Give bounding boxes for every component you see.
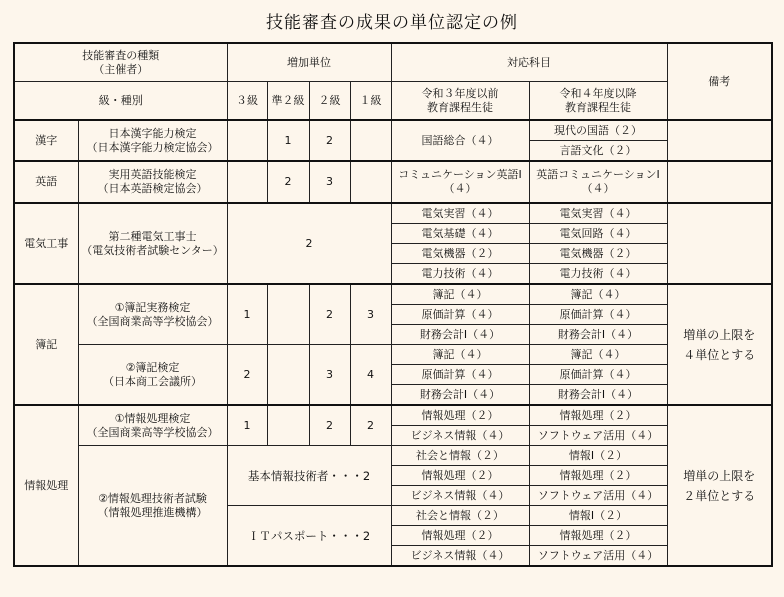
remark-cell [667,203,772,284]
table-row [14,203,772,224]
subject-r4: 原価計算（４） [529,365,667,385]
category-kanji: 漢字 [14,120,78,161]
subject-r4: 言語文化（２） [529,141,667,162]
credit-itpass: ＩＴパスポート・・・2 [227,506,391,567]
subject-r3: 電気基礎（４） [391,224,529,244]
subject-r3: 原価計算（４） [391,305,529,325]
credit-cell: 2 [309,284,350,345]
subject-r3: コミュニケーション英語Ⅰ（４） [391,161,529,203]
subject-r4: ソフトウェア活用（４） [529,486,667,506]
credit-cell [350,161,391,203]
category-boki: 簿記 [14,284,78,405]
credit-cell [267,284,309,345]
remark-cell [667,120,772,161]
subject-r3: 電気実習（４） [391,203,529,224]
credit-cell: 2 [350,405,391,446]
subject-r3: 社会と情報（２） [391,506,529,526]
remark-cell [667,161,772,203]
exam-kanji: 日本漢字能力検定 （日本漢字能力検定協会） [78,120,227,161]
subject-r3: ビジネス情報（４） [391,486,529,506]
subject-r3: 社会と情報（２） [391,446,529,466]
header-r3: 令和３年度以前 教育課程生徒 [391,82,529,121]
table-row [14,405,772,426]
table-row [14,446,772,466]
table-row [14,345,772,365]
header-grade-type: 級・種別 [14,82,227,121]
table-row [14,120,772,141]
credit-cell: 4 [350,345,391,406]
subject-r3: 簿記（４） [391,284,529,305]
subject-r4: 簿記（４） [529,345,667,365]
subject-r4: 情報Ⅰ（２） [529,446,667,466]
header-grade-1: １級 [350,82,391,121]
subject-r3: 原価計算（４） [391,365,529,385]
table-row [14,161,772,203]
exam-joho-2: ②情報処理技術者試験 （情報処理推進機構） [78,446,227,567]
subject-r4: 電気機器（２） [529,244,667,264]
category-joho: 情報処理 [14,405,78,566]
subject-r3: 電力技術（４） [391,264,529,285]
header-row-2 [14,82,772,121]
subject-r4: 情報Ⅰ（２） [529,506,667,526]
header-exam-type: 技能審査の種類 （主催者） [14,43,227,82]
exam-eigo: 実用英語技能検定 （日本英語検定協会） [78,161,227,203]
credit-cell: 2 [267,161,309,203]
subject-r4: 電気回路（４） [529,224,667,244]
subject-r4: 財務会計Ⅰ（４） [529,385,667,406]
subject-r4: 原価計算（４） [529,305,667,325]
subject-r3: 簿記（４） [391,345,529,365]
subject-r4: 財務会計Ⅰ（４） [529,325,667,345]
credit-cell: 1 [227,405,267,446]
page-title: 技能審査の成果の単位認定の例 [266,13,518,33]
remark-cell: 増単の上限を ４単位とする [667,284,772,405]
exam-boki-1: ①簿記実務検定 （全国商業高等学校協会） [78,284,227,345]
subject-r3: ビジネス情報（４） [391,546,529,567]
subject-r3: 国語総合（４） [391,120,529,161]
header-row-1 [14,43,772,82]
header-r4: 令和４年度以降 教育課程生徒 [529,82,667,121]
credit-cell: 2 [227,345,267,406]
subject-r4: ソフトウェア活用（４） [529,426,667,446]
credit-cell [267,345,309,406]
subject-r3: 情報処理（２） [391,526,529,546]
credit-cell: 2 [227,203,391,284]
subject-r4: 現代の国語（２） [529,120,667,141]
credit-cell: 2 [309,405,350,446]
subject-r3: 財務会計Ⅰ（４） [391,385,529,406]
header-remarks: 備考 [667,43,772,120]
exam-joho-1: ①情報処理検定 （全国商業高等学校協会） [78,405,227,446]
category-denki: 電気工事 [14,203,78,284]
credit-cell: 3 [309,161,350,203]
credit-cell [227,120,267,161]
category-eigo: 英語 [14,161,78,203]
credit-basic: 基本情報技術者・・・2 [227,446,391,506]
subject-r4: 情報処理（２） [529,466,667,486]
credit-cell [267,405,309,446]
exam-denki: 第二種電気工事士 （電気技術者試験センター） [78,203,227,284]
subject-r4: 簿記（４） [529,284,667,305]
credit-table [13,42,773,567]
exam-boki-2: ②簿記検定 （日本商工会議所） [78,345,227,406]
subject-r3: 情報処理（２） [391,466,529,486]
remark-cell: 増単の上限を ２単位とする [667,405,772,566]
header-credits: 増加単位 [227,43,391,82]
credit-cell [227,161,267,203]
subject-r4: 情報処理（２） [529,405,667,426]
credit-cell: 2 [309,120,350,161]
subject-r4: 情報処理（２） [529,526,667,546]
credit-cell: 3 [309,345,350,406]
subject-r4: ソフトウェア活用（４） [529,546,667,567]
header-subjects: 対応科目 [391,43,667,82]
header-grade-pre2: 準２級 [267,82,309,121]
header-grade-3: ３級 [227,82,267,121]
subject-r4: 英語コミュニケーションⅠ（４） [529,161,667,203]
subject-r3: 財務会計Ⅰ（４） [391,325,529,345]
credit-cell [350,120,391,161]
credit-cell: 3 [350,284,391,345]
subject-r4: 電気実習（４） [529,203,667,224]
subject-r3: 情報処理（２） [391,405,529,426]
credit-cell: 1 [227,284,267,345]
subject-r3: 電気機器（２） [391,244,529,264]
header-grade-2: ２級 [309,82,350,121]
table-row [14,284,772,305]
subject-r4: 電力技術（４） [529,264,667,285]
credit-cell: 1 [267,120,309,161]
subject-r3: ビジネス情報（４） [391,426,529,446]
